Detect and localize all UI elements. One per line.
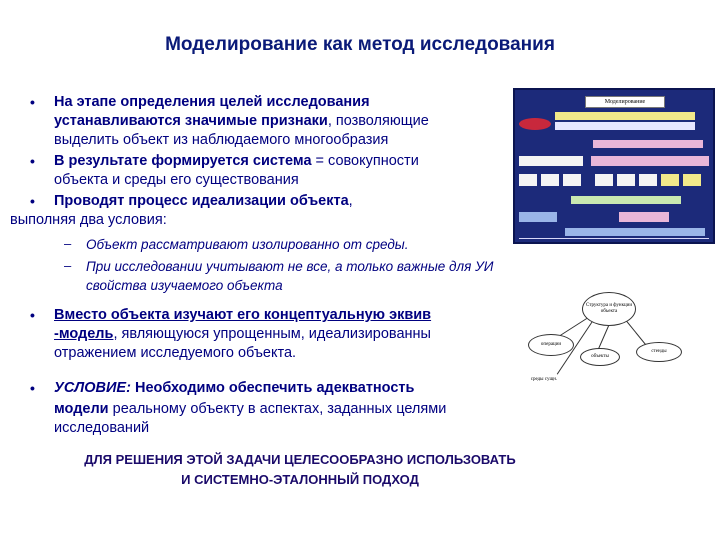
bullet-5-line-3: исследований xyxy=(54,420,150,436)
diagram-box xyxy=(595,174,613,186)
sub-item-2-line-2: свойства изучаемого объекта xyxy=(86,278,283,293)
footer-line-1: ДЛЯ РЕШЕНИЯ ЭТОЙ ЗАДАЧИ ЦЕЛЕСООБРАЗНО ИСПОЛЬЗОВАТЬ xyxy=(84,452,516,467)
bullet-5-line-1 xyxy=(54,379,414,398)
system-diagram xyxy=(513,88,715,244)
bullet-2-line-2: объекта и среды его существования xyxy=(54,172,299,188)
model-ellipse-center: Структура и функции объекта xyxy=(582,292,636,326)
bullet-5-rest: реальному объекту в аспектах, заданных целями xyxy=(108,401,447,417)
bullet-3-rest: , xyxy=(348,193,353,209)
bullet-2-emph: В результате формируется система xyxy=(54,153,312,169)
bullet-marker: • xyxy=(30,94,35,110)
bullet-5-emph: Необходимо обеспечить адекватность xyxy=(130,380,415,396)
diagram-box xyxy=(617,174,635,186)
bullet-1-line-3: выделить объект из наблюдаемого многообразия xyxy=(54,132,389,148)
bullet-4-line-2 xyxy=(54,325,431,344)
sub-item-2-line-1: При исследовании учитывают не все, а только важные для УИ xyxy=(86,259,494,274)
diagram-box xyxy=(555,122,695,130)
footer-line-2: И СИСТЕМНО-ЭТАЛОННЫЙ ПОДХОД xyxy=(181,472,419,487)
bullet-3-emph: Проводят процесс идеализации объекта xyxy=(54,193,349,209)
sub-dash: – xyxy=(64,258,72,273)
bullet-1-rest: , позволяющие xyxy=(327,113,429,129)
diagram-box xyxy=(683,174,701,186)
diagram-box xyxy=(571,196,681,204)
sub-dash: – xyxy=(64,236,72,251)
bullet-4-line-3: отражением исследуемого объекта. xyxy=(54,345,297,361)
page-title: Моделирование как метод исследования xyxy=(165,34,555,55)
diagram-box xyxy=(519,212,557,222)
diagram-box xyxy=(639,174,657,186)
bullet-5-label: УСЛОВИЕ: xyxy=(54,380,131,396)
bullet-3-line-2: выполняя два условия: xyxy=(10,212,167,228)
model-ellipse-left: операции xyxy=(528,334,574,356)
model-ellipse-mid: объекты xyxy=(580,348,620,366)
diagram-box xyxy=(519,156,583,166)
bullet-1-emph: устанавливаются значимые признаки xyxy=(54,113,328,129)
bullet-marker: • xyxy=(30,380,35,396)
diagram-box xyxy=(593,140,703,148)
bullet-1-line-2 xyxy=(54,112,429,131)
diagram-title: Моделирование xyxy=(585,96,665,108)
bullet-3-line-1 xyxy=(54,192,353,211)
diagram-red-oval xyxy=(519,118,551,130)
bullet-5-line-2 xyxy=(54,400,446,419)
bullet-1-line-1: На этапе определения целей исследования xyxy=(54,94,370,110)
sub-item-1: Объект рассматривают изолированно от среды. xyxy=(86,237,409,252)
diagram-box xyxy=(591,156,709,166)
bullet-4-line-1: Вместо объекта изучают его концептуальную эквив xyxy=(54,307,432,323)
bullet-4-emph: -модель xyxy=(54,326,114,342)
bullet-2-rest: = совокупности xyxy=(311,153,419,169)
diagram-box xyxy=(661,174,679,186)
model-ellipse-right: стенды xyxy=(636,342,682,362)
bullet-2-line-1 xyxy=(54,152,419,171)
diagram-box xyxy=(565,228,705,236)
diagram-box xyxy=(563,174,581,186)
bullet-5-emph-2: модели xyxy=(54,401,109,417)
bullet-marker: • xyxy=(30,153,35,169)
diagram-box xyxy=(555,112,695,120)
diagram-box xyxy=(619,212,669,222)
model-ellipse-bottom: среды сущн. xyxy=(528,370,560,390)
bullet-4-rest: , являющуюся упрощенным, идеализированны xyxy=(113,326,431,342)
diagram-line xyxy=(519,238,709,239)
diagram-box xyxy=(541,174,559,186)
bullet-marker: • xyxy=(30,193,35,209)
bullet-marker: • xyxy=(30,307,35,323)
diagram-box xyxy=(519,174,537,186)
